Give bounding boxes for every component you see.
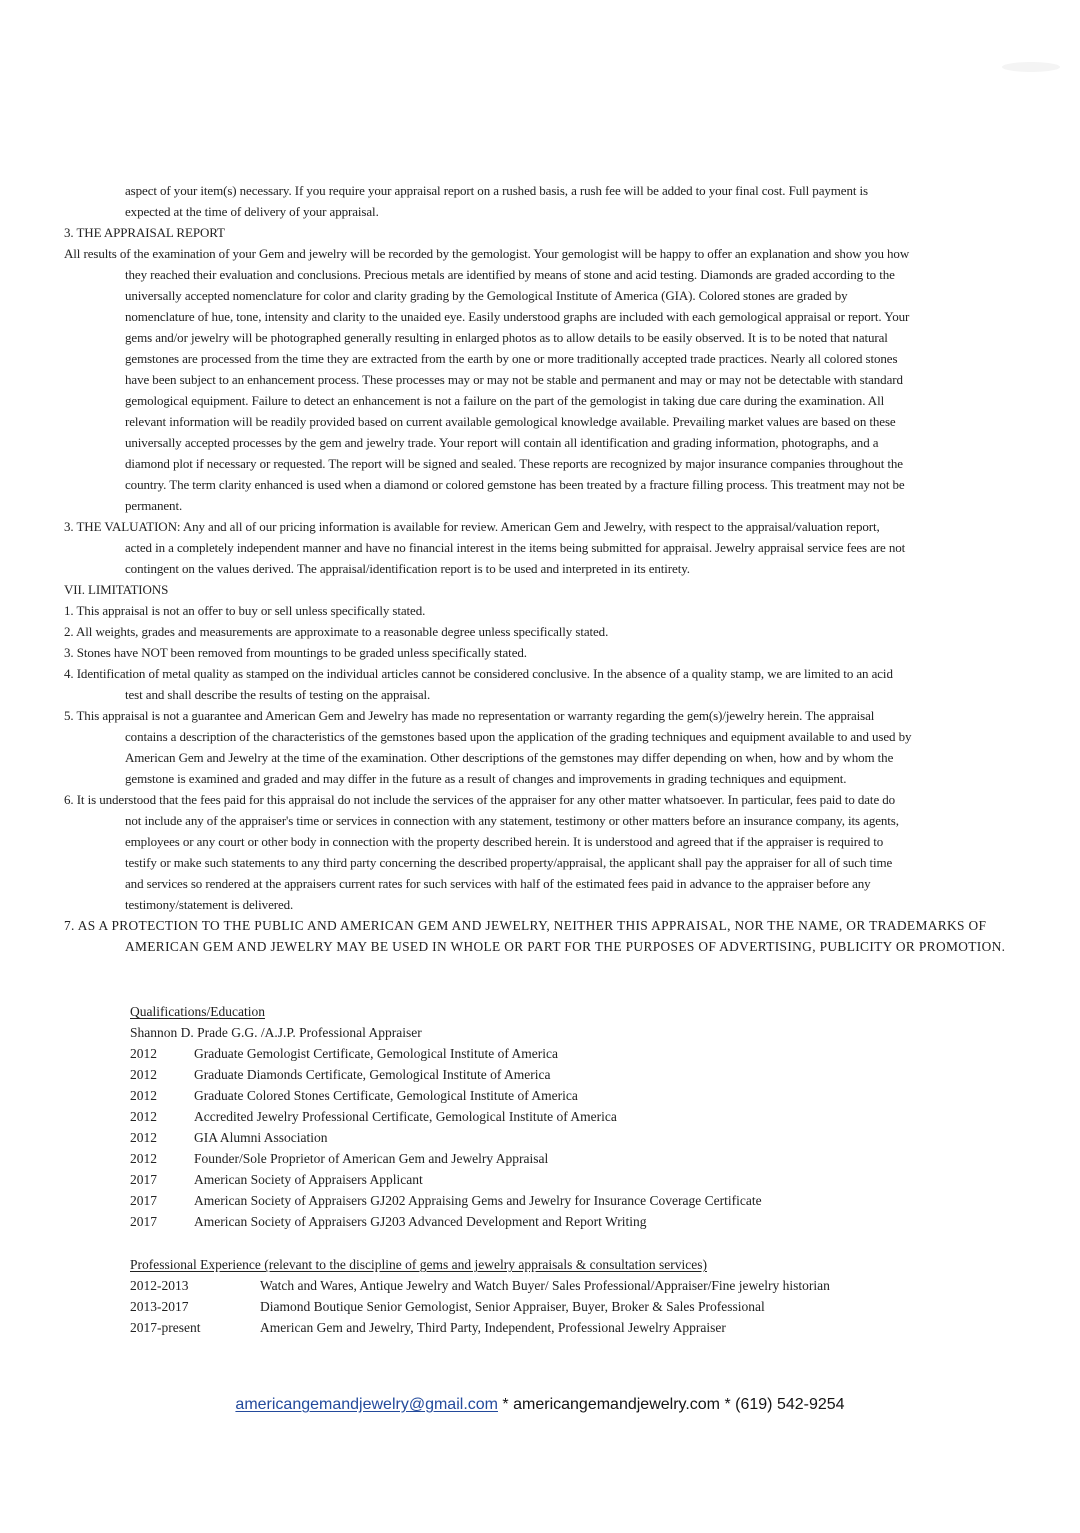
qualifications-table-row bbox=[130, 1106, 1060, 1127]
year-cell: 2012-2013 bbox=[130, 1278, 189, 1293]
appraisal-report-section-line: All results of the examination of your Gem and jewelry will be recorded by the gemologist. Your gemologist will be happy to offer an explanation and show you how bbox=[64, 246, 910, 261]
protection-clause-line: AMERICAN GEM AND JEWELRY MAY BE USED IN WHOLE OR PART FOR THE PURPOSES OF ADVERTISING, PUBLICITY OR PROMOTION. bbox=[125, 939, 1006, 954]
limitations-section-line: not include any of the appraiser's time or services in connection with any statement, testimony or other matters before an insurance company, its agents, bbox=[125, 813, 899, 828]
limitations-section-line: 3. Stones have NOT been removed from mountings to be graded unless specifically stated. bbox=[64, 645, 527, 660]
limitations-section-line: 2. All weights, grades and measurements are approximate to a reasonable degree unless specifically stated. bbox=[64, 624, 609, 639]
description-cell: Accredited Jewelry Professional Certificate, Gemological Institute of America bbox=[194, 1109, 617, 1124]
description-cell: American Society of Appraisers GJ203 Advanced Development and Report Writing bbox=[194, 1214, 647, 1229]
experience-heading: Professional Experience (relevant to the discipline of gems and jewelry appraisals & consultation services) bbox=[130, 1257, 707, 1272]
year-cell: 2012 bbox=[130, 1130, 157, 1145]
appraisal-report-section-line: gemological equipment. Failure to detect an enhancement is not a failure on the part of the gemologist in taking due care during the examination. All bbox=[125, 393, 885, 408]
valuation-section bbox=[64, 516, 1060, 579]
year-cell: 2012 bbox=[130, 1088, 157, 1103]
page-continuation-paragraph-line: expected at the time of delivery of your appraisal. bbox=[125, 204, 379, 219]
appraisal-report-section-line: relevant information will be readily provided based on current available gemological knowledge available. Prevailing market values are based on these bbox=[125, 414, 896, 429]
document-body bbox=[64, 180, 1060, 1338]
limitations-section bbox=[64, 579, 1060, 915]
year-cell: 2017-present bbox=[130, 1320, 201, 1335]
qualifications-table-row bbox=[130, 1085, 1060, 1106]
year-cell: 2012 bbox=[130, 1067, 157, 1082]
appraisal-report-section-line: universally accepted processes by the gem and jewelry trade. Your report will contain all identification and grading information, photographs, and a bbox=[125, 435, 879, 450]
limitations-section-line: 5. This appraisal is not a guarantee and American Gem and Jewelry has made no representation or warranty regarding the gem(s)/jewelry herein. The appraisal bbox=[64, 708, 875, 723]
qualifications-table-row bbox=[130, 1043, 1060, 1064]
qualifications-table-row bbox=[130, 1148, 1060, 1169]
limitations-section-line: testify or make such statements to any third party concerning the described property/appraisal, the applicant shall pay the appraiser for all of such time bbox=[125, 855, 893, 870]
appraisal-report-section-line: 3. THE APPRAISAL REPORT bbox=[64, 225, 225, 240]
limitations-section-line: American Gem and Jewelry at the time of the examination. Other descriptions of the gemstones may differ depending on when, how and by whom the bbox=[125, 750, 894, 765]
qualifications-table-row bbox=[130, 1169, 1060, 1190]
footer-separator: * bbox=[720, 1396, 736, 1413]
qualifications-table bbox=[130, 1043, 1060, 1232]
limitations-section-line: employees or any court or other body in connection with the property described herein. It is understood and agreed that if the appraiser is required to bbox=[125, 834, 884, 849]
appraisal-report-section-line: they reached their evaluation and conclusions. Precious metals are identified by means of stone and acid testing. Diamonds are graded according to the bbox=[125, 267, 895, 282]
appraisal-report-section-line: gems and/or jewelry will be photographed generally resulting in enlarged photos as to allow details to be easily observed. It is to be noted that natural bbox=[125, 330, 888, 345]
email-link[interactable]: americangemandjewelry@gmail.com bbox=[235, 1396, 498, 1413]
protection-clause-line: 7. AS A PROTECTION TO THE PUBLIC AND AMERICAN GEM AND JEWELRY, NEITHER THIS APPRAISAL, NOR THE NAME, OR TRADEMARKS OF bbox=[64, 918, 987, 933]
description-cell: American Society of Appraisers GJ202 Appraising Gems and Jewelry for Insurance Coverage Certificate bbox=[194, 1193, 762, 1208]
limitations-section-line: VII. LIMITATIONS bbox=[64, 582, 169, 597]
description-cell: Graduate Diamonds Certificate, Gemological Institute of America bbox=[194, 1067, 551, 1082]
phone-number: (619) 542-9254 bbox=[735, 1396, 845, 1413]
experience-table-row bbox=[130, 1317, 1060, 1338]
description-cell: GIA Alumni Association bbox=[194, 1130, 328, 1145]
footer-separator: * bbox=[497, 1396, 514, 1413]
limitations-section-line: test and shall describe the results of testing on the appraisal. bbox=[125, 687, 431, 702]
page-continuation-paragraph-line: aspect of your item(s) necessary. If you require your appraisal report on a rushed basis, a rush fee will be added to your final cost. Full payment is bbox=[125, 183, 868, 198]
appraisal-report-section-line: gemstones are processed from the time they are extracted from the earth by one or more traditionally accepted trade practices. Nearly all colored stones bbox=[125, 351, 898, 366]
description-cell: Watch and Wares, Antique Jewelry and Watch Buyer/ Sales Professional/Appraiser/Fine jewelry historian bbox=[260, 1278, 830, 1293]
description-cell: American Gem and Jewelry, Third Party, Independent, Professional Jewelry Appraiser bbox=[260, 1320, 726, 1335]
appraisal-report-section-line: universally accepted nomenclature for color and clarity grading by the Gemological Institute of America (GIA). Colored stones are graded by bbox=[125, 288, 848, 303]
limitations-section-line: gemstone is examined and graded and may differ in the future as a result of changes and improvements in grading techniques and equipment. bbox=[125, 771, 847, 786]
qualifications-table-row bbox=[130, 1190, 1060, 1211]
year-cell: 2012 bbox=[130, 1151, 157, 1166]
year-cell: 2017 bbox=[130, 1193, 157, 1208]
limitations-section-line: and services so rendered at the appraisers current rates for such services with half of the estimated fees paid in advance to the appraiser before any bbox=[125, 876, 871, 891]
vertical-gap bbox=[64, 957, 1060, 1001]
appraisal-report-section-line: diamond plot if necessary or requested. The report will be signed and sealed. These reports are recognized by major insurance companies throughout the bbox=[125, 456, 903, 471]
appraisal-report-section-line: permanent. bbox=[125, 498, 183, 513]
limitations-section-line: 4. Identification of metal quality as stamped on the individual articles cannot be considered conclusive. In the absence of a quality stamp, we are limited to an acid bbox=[64, 666, 893, 681]
year-cell: 2012 bbox=[130, 1109, 157, 1124]
appraisal-report-section-line: have been subject to an enhancement process. These processes may or may not be stable and permanent and may or may not be detectable with standard bbox=[125, 372, 903, 387]
year-cell: 2013-2017 bbox=[130, 1299, 189, 1314]
qualifications-table-row bbox=[130, 1064, 1060, 1085]
description-cell: Graduate Gemologist Certificate, Gemological Institute of America bbox=[194, 1046, 559, 1061]
experience-table-row bbox=[130, 1275, 1060, 1296]
footer-contact-line bbox=[0, 1396, 1080, 1414]
qualifications-table-row bbox=[130, 1211, 1060, 1232]
year-cell: 2017 bbox=[130, 1214, 157, 1229]
qualifications-heading: Qualifications/Education bbox=[130, 1004, 265, 1019]
description-cell: Founder/Sole Proprietor of American Gem and Jewelry Appraisal bbox=[194, 1151, 549, 1166]
year-cell: 2017 bbox=[130, 1172, 157, 1187]
appraisal-report-section bbox=[64, 222, 1060, 516]
experience-table-row bbox=[130, 1296, 1060, 1317]
valuation-section-line: acted in a completely independent manner and have no financial interest in the items being submitted for appraisal. Jewelry appraisal service fees are not bbox=[125, 540, 906, 555]
appraisal-report-section-line: nomenclature of hue, tone, intensity and clarity to the unaided eye. Easily understood graphs are included with each gemological appraisal or report. Your bbox=[125, 309, 910, 324]
scan-smudge-artifact bbox=[1002, 62, 1060, 72]
limitations-section-line: contains a description of the characteristics of the gemstones based upon the application of the grading techniques and equipment available to and used by bbox=[125, 729, 912, 744]
vertical-gap bbox=[64, 1232, 1060, 1254]
protection-clause bbox=[64, 915, 1060, 957]
limitations-section-line: 1. This appraisal is not an offer to buy or sell unless specifically stated. bbox=[64, 603, 426, 618]
appraiser-name: Shannon D. Prade G.G. /A.J.P. Professional Appraiser bbox=[130, 1025, 422, 1040]
description-cell: Diamond Boutique Senior Gemologist, Senior Appraiser, Buyer, Broker & Sales Professional bbox=[260, 1299, 765, 1314]
description-cell: American Society of Appraisers Applicant bbox=[194, 1172, 423, 1187]
valuation-section-line: 3. THE VALUATION: Any and all of our pricing information is available for review. American Gem and Jewelry, with respect to the appraisal/valuation report, bbox=[64, 519, 880, 534]
appraisal-report-section-line: country. The term clarity enhanced is used when a diamond or colored gemstone has been treated by a fracture filling process. This treatment may not be bbox=[125, 477, 905, 492]
year-cell: 2012 bbox=[130, 1046, 157, 1061]
website-text: americangemandjewelry.com bbox=[513, 1396, 721, 1413]
limitations-section-line: testimony/statement is delivered. bbox=[125, 897, 294, 912]
valuation-section-line: contingent on the values derived. The appraisal/identification report is to be used and interpreted in its entirety. bbox=[125, 561, 690, 576]
experience-table bbox=[130, 1275, 1060, 1338]
page-continuation-paragraph bbox=[64, 180, 1060, 222]
limitations-section-line: 6. It is understood that the fees paid for this appraisal do not include the services of the appraiser for any other matter whatsoever. In particular, fees paid to date do bbox=[64, 792, 896, 807]
description-cell: Graduate Colored Stones Certificate, Gemological Institute of America bbox=[194, 1088, 578, 1103]
qualifications-table-row bbox=[130, 1127, 1060, 1148]
